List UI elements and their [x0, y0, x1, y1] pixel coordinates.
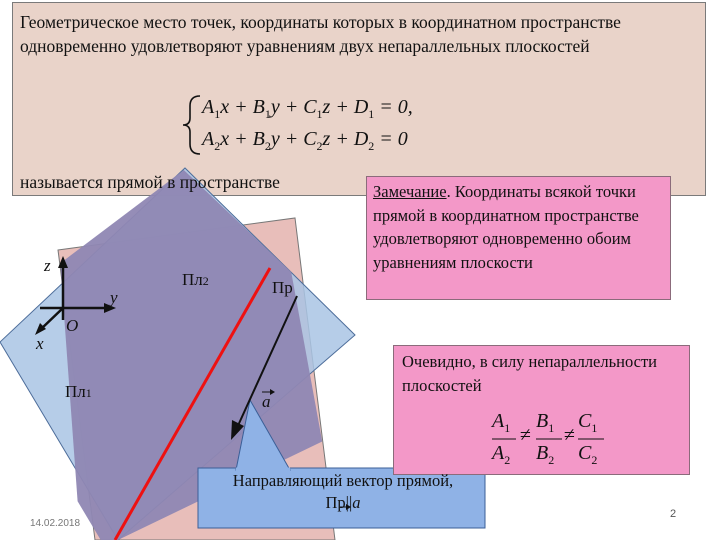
ratio-b2: $B_2$	[536, 442, 555, 467]
remark-title: Замечание	[373, 182, 447, 201]
ratio-a2: $A_2$	[492, 442, 511, 467]
callout-text	[198, 470, 488, 526]
equation-row-2: $A_2x + B_2y + C_2z + D_2 = 0$	[202, 128, 408, 153]
equation-row-1: $A_1x + B_1y + C_1z + D_1 = 0$,	[202, 96, 413, 121]
x-axis-label: x	[36, 334, 44, 353]
ratio-neq-1: ≠	[520, 424, 531, 446]
plane-1-label: Пл1	[65, 382, 92, 401]
page-number: 2	[670, 508, 677, 520]
ratio-neq-2: ≠	[564, 424, 575, 446]
origin-label: O	[66, 316, 79, 335]
plane-2-label: Пл2	[182, 270, 209, 289]
ratio-c1: $C_1$	[578, 410, 598, 435]
vector-label: a	[262, 392, 271, 411]
z-axis-label: z	[44, 256, 51, 275]
callout-line-2: Пр||a	[325, 493, 361, 512]
definition-text: Геометрическое место точек, координаты которых в координатном пространстве одновременно удовлетворяют уравнениям двух непараллельных плоскостей	[20, 12, 621, 56]
footer-date: 14.02.2018	[30, 518, 81, 529]
ratio-a1: $A_1$	[492, 410, 511, 435]
remark-text: . Координаты всякой точки прямой в координатном пространстве удовлетворяют одновременно обоим уравнениям плоскости	[373, 182, 639, 272]
definition-tail: называется прямой в пространстве	[20, 172, 280, 192]
ratio-b1: $B_1$	[536, 410, 555, 435]
y-axis-label: y	[110, 288, 118, 307]
line-pr-label: Пр	[272, 278, 293, 297]
callout-line-1: Направляющий вектор прямой,	[232, 471, 454, 490]
obvious-text: Очевидно, в силу непараллельности плоскостей	[402, 352, 657, 395]
ratio-c2: $C_2$	[578, 442, 598, 467]
remark-box	[366, 176, 671, 300]
ratio-formula	[490, 408, 620, 470]
